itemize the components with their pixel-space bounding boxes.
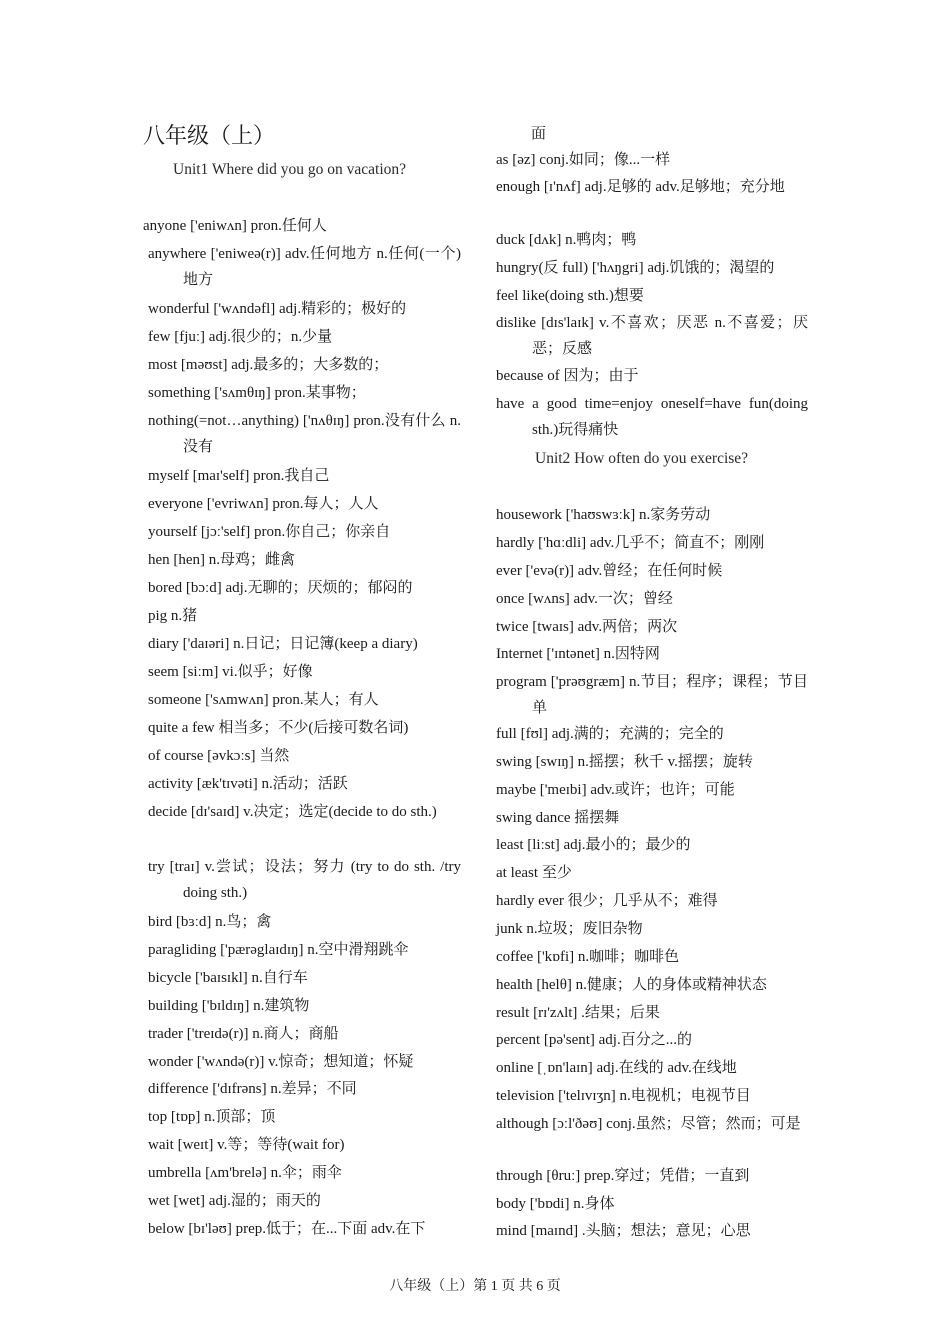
vocab-entry: most [məʊst] adj.最多的；大多数的； bbox=[148, 357, 389, 373]
vocab-entry: quite a few 相当多；不少(后接可数名词) bbox=[148, 720, 409, 736]
page-title: 八年级（上） bbox=[143, 123, 276, 148]
vocab-entry: diary ['daɪəri] n.日记；日记簿(keep a diary) bbox=[148, 636, 418, 652]
vocab-entry: have a good time=enjoy oneself=have fun(doing sth.)玩得痛快 bbox=[496, 396, 808, 438]
vocab-entry: feel like(doing sth.)想要 bbox=[496, 288, 644, 304]
vocab-entry: top [tɒp] n.顶部；顶 bbox=[148, 1109, 276, 1125]
vocab-entry: percent [pə'sent] adj.百分之...的 bbox=[496, 1032, 692, 1048]
vocab-entry: body ['bɒdi] n.身体 bbox=[496, 1196, 615, 1212]
vocab-entry: paragliding ['pærəglaɪdɪŋ] n.空中滑翔跳伞 bbox=[148, 942, 409, 958]
vocab-entry: wonderful ['wʌndəfl] adj.精彩的；极好的 bbox=[148, 301, 407, 317]
vocab-entry: housework ['haʊswɜːk] n.家务劳动 bbox=[496, 507, 711, 523]
vocab-entry: yourself [jɔː'self] pron.你自己；你亲自 bbox=[148, 524, 391, 540]
vocab-entry: try [traɪ] v.尝试；设法；努力 (try to do sth. /try doing sth.) bbox=[148, 859, 461, 901]
vocab-entry: everyone ['evriwʌn] pron.每人；人人 bbox=[148, 496, 379, 512]
vocab-entry: ever ['evə(r)] adv.曾经；在任何时候 bbox=[496, 563, 723, 579]
vocab-entry: wonder ['wʌndə(r)] v.惊奇；想知道；怀疑 bbox=[148, 1054, 414, 1070]
vocab-entry: hardly ever 很少；几乎从不；难得 bbox=[496, 893, 718, 909]
vocab-entry: myself [maɪ'self] pron.我自己 bbox=[148, 468, 330, 484]
vocab-entry: mind [maɪnd] .头脑；想法；意见；心思 bbox=[496, 1223, 751, 1239]
vocab-entry: coffee ['kɒfi] n.咖啡；咖啡色 bbox=[496, 949, 680, 965]
vocab-entry: below [bɪ'ləʊ] prep.低于；在...下面 adv.在下 bbox=[148, 1221, 426, 1237]
vocab-entry: health [helθ] n.健康；人的身体或精神状态 bbox=[496, 977, 767, 993]
vocab-entry: result [rɪ'zʌlt] .结果；后果 bbox=[496, 1005, 660, 1021]
vocab-entry: bored [bɔːd] adj.无聊的；厌烦的；郁闷的 bbox=[148, 580, 413, 596]
vocab-entry: of course [əvkɔːs] 当然 bbox=[148, 748, 290, 764]
vocab-entry: bicycle ['baɪsɪkl] n.自行车 bbox=[148, 970, 308, 986]
vocab-entry: because of 因为；由于 bbox=[496, 368, 639, 384]
vocab-entry: online [ˌɒn'laɪn] adj.在线的 adv.在线地 bbox=[496, 1060, 737, 1076]
vocab-entry: wait [weɪt] v.等；等待(wait for) bbox=[148, 1137, 345, 1153]
vocab-entry: dislike [dɪs'laɪk] v.不喜欢；厌恶 n.不喜爱；厌恶；反感 bbox=[496, 315, 808, 357]
vocab-entry: someone ['sʌmwʌn] pron.某人；有人 bbox=[148, 692, 379, 708]
vocab-entry: pig n.猪 bbox=[148, 608, 198, 624]
vocab-entry: Internet ['ɪntənet] n.因特网 bbox=[496, 646, 660, 662]
vocab-entry: decide [dɪ'saɪd] v.决定；选定(decide to do sth.) bbox=[148, 804, 437, 820]
vocab-entry: bird [bɜːd] n.鸟；禽 bbox=[148, 914, 272, 930]
vocab-entry: junk n.垃圾；废旧杂物 bbox=[496, 921, 643, 937]
vocab-entry: few [fjuː] adj.很少的；n.少量 bbox=[148, 329, 333, 345]
vocab-entry: umbrella [ʌm'brelə] n.伞；雨伞 bbox=[148, 1165, 342, 1181]
vocab-entry: difference ['dɪfrəns] n.差异；不同 bbox=[148, 1081, 357, 1097]
vocab-entry: hardly ['hɑːdli] adv.几乎不；简直不；刚刚 bbox=[496, 535, 765, 551]
vocab-entry: activity [æk'tɪvəti] n.活动；活跃 bbox=[148, 776, 348, 792]
vocab-entry: anyone ['eniwʌn] pron.任何人 bbox=[143, 218, 327, 234]
vocab-entry: wet [wet] adj.湿的；雨天的 bbox=[148, 1193, 321, 1209]
vocab-entry: anywhere ['eniweə(r)] adv.任何地方 n.任何(一个)地方 bbox=[148, 246, 461, 288]
vocab-entry: nothing(=not…anything) ['nʌθɪŋ] pron.没有什么 n.没有 bbox=[148, 413, 461, 455]
vocab-entry: trader ['treɪdə(r)] n.商人；商船 bbox=[148, 1026, 339, 1042]
vocab-entry: maybe ['meɪbi] adv.或许；也许；可能 bbox=[496, 782, 735, 798]
vocab-entry: television ['telɪvɪʒn] n.电视机；电视节目 bbox=[496, 1088, 751, 1104]
unit1-heading: Unit1 Where did you go on vacation? bbox=[173, 161, 407, 178]
vocab-entry: twice [twaɪs] adv.两倍；两次 bbox=[496, 619, 678, 635]
page-footer: 八年级（上）第 1 页 共 6 页 bbox=[389, 1279, 561, 1294]
vocab-entry: full [fʊl] adj.满的；充满的；完全的 bbox=[496, 726, 724, 742]
vocab-entry: duck [dʌk] n.鸭肉；鸭 bbox=[496, 232, 637, 248]
vocab-entry: swing [swɪŋ] n.摇摆；秋千 v.摇摆；旋转 bbox=[496, 754, 753, 770]
vocab-entry: through [θruː] prep.穿过；凭借；一直到 bbox=[496, 1168, 750, 1184]
vocab-entry: although [ɔːl'ðəʊ] conj.虽然；尽管；然而；可是 bbox=[496, 1116, 801, 1132]
vocab-entry: least [liːst] adj.最小的；最少的 bbox=[496, 837, 691, 853]
vocab-entry: swing dance 摇摆舞 bbox=[496, 810, 620, 826]
vocab-entry: program ['prəʊgræm] n.节目；程序；课程；节目单 bbox=[496, 674, 808, 716]
vocab-entry: hen [hen] n.母鸡；雌禽 bbox=[148, 552, 296, 568]
vocab-entry: at least 至少 bbox=[496, 865, 572, 881]
vocab-entry: something ['sʌmθɪŋ] pron.某事物； bbox=[148, 385, 366, 401]
unit2-heading: Unit2 How often do you exercise? bbox=[535, 450, 749, 467]
vocab-entry: enough [ɪ'nʌf] adj.足够的 adv.足够地；充分地 bbox=[496, 179, 785, 195]
vocab-entry: building ['bɪldɪŋ] n.建筑物 bbox=[148, 998, 310, 1014]
vocab-entry: once [wʌns] adv.一次；曾经 bbox=[496, 591, 673, 607]
vocab-entry: seem [siːm] vi.似乎；好像 bbox=[148, 664, 313, 680]
vocab-entry-continuation: 面 bbox=[531, 126, 547, 142]
vocab-entry: as [əz] conj.如同；像...一样 bbox=[496, 152, 671, 168]
vocab-entry: hungry(反 full) ['hʌŋgri] adj.饥饿的；渴望的 bbox=[496, 260, 775, 276]
